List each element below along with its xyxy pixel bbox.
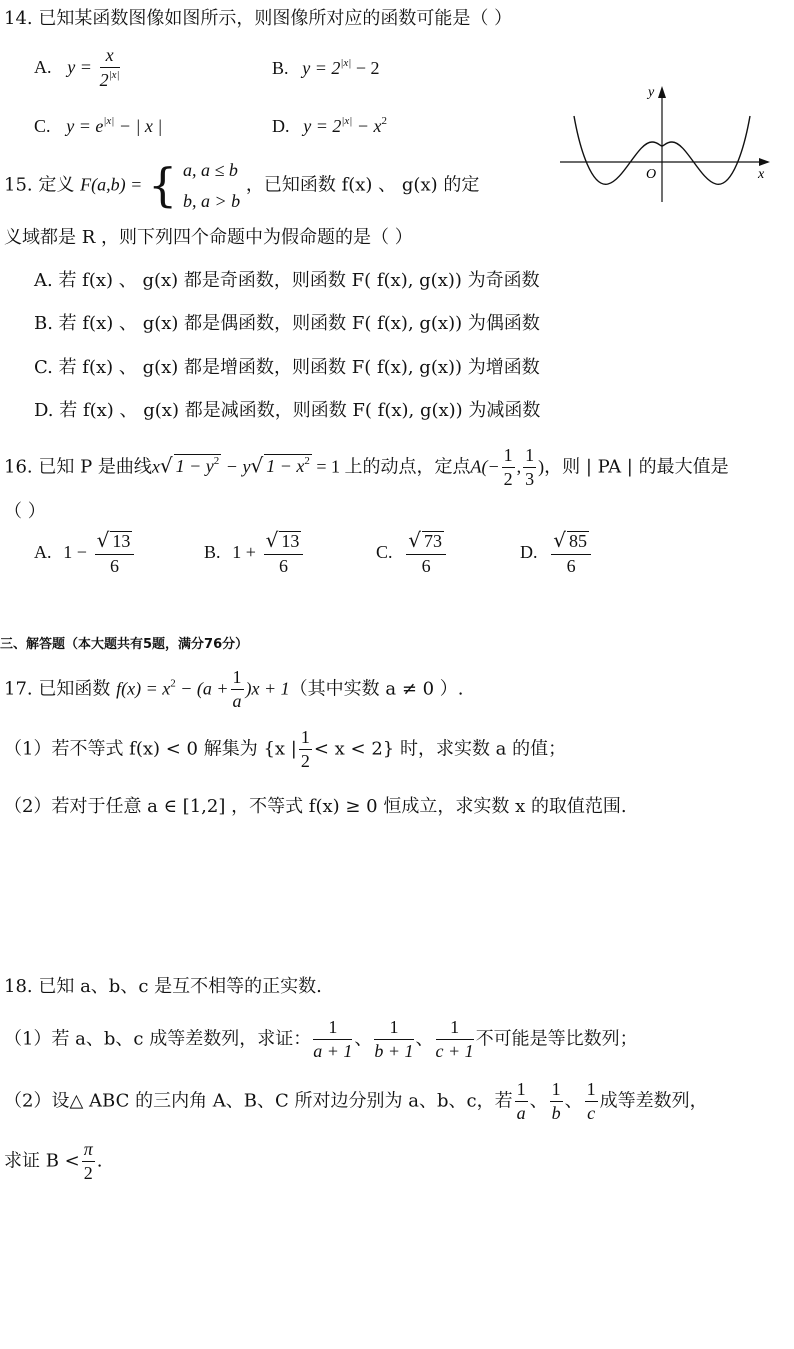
q16-pre: 16. 已知 P 是曲线	[4, 456, 152, 478]
math-text: y =	[67, 56, 92, 77]
q14-option-b: B. $y = 2^{|x|} - 2$	[272, 57, 380, 78]
q17-note: （其中实数 a ≠ 0 ）.	[289, 678, 464, 700]
fraction: $\frac{1}{a}$	[232, 667, 242, 711]
option-label: D.	[520, 541, 538, 562]
origin-label: O	[646, 167, 657, 182]
option-label: C.	[376, 541, 393, 562]
fraction: $\frac{1}{3}$	[525, 445, 535, 489]
q15-stem-line2: 义域都是 R ，则下列四个命题中为假命题的是（ ）	[4, 227, 413, 248]
q14-option-c: C. $y = e^{|x|}$ − | x |	[34, 115, 163, 136]
y-axis-label: y	[648, 85, 655, 100]
q14-function-graph	[556, 80, 776, 205]
option-label: A.	[34, 541, 52, 562]
option-label: B.	[272, 58, 289, 78]
q15-option-b: B. 若 f(x) 、 g(x) 都是偶函数，则函数 F( f(x), g(x)) 为偶函数	[34, 313, 540, 334]
q16-stem: 16. 已知 P 是曲线x√ $1 - y^2 - y√$ $1 - x^2 = 1$ 上的动点，定点A(− $\frac{1}{2}$ , $\frac{1}{3}$ )，则 | PA | 的最大值是	[4, 445, 729, 489]
option-label: A.	[34, 56, 52, 77]
q16-post: ，则 | PA | 的最大值是	[544, 456, 729, 478]
q17-part2: （2）若对于任意 a ∈ [1,2] ，不等式 f(x) ≥ 0 恒成立，求实数 x 的取值范围.	[4, 796, 627, 817]
q15-option-d: D. 若 f(x) 、 g(x) 都是减函数，则函数 F( f(x), g(x)) 为减函数	[34, 400, 541, 421]
q16-option-b: B. 1 + $\frac{√ 13}{6}$	[204, 530, 305, 576]
option-label: B.	[204, 541, 221, 562]
left-brace: {	[147, 157, 178, 212]
q15-stem-line1	[4, 155, 479, 216]
fraction: $\frac{1}{2}$	[300, 727, 310, 771]
q15-intro: 15. 定义	[4, 174, 75, 196]
fraction: $\frac{√ 73}{6}$	[406, 530, 446, 576]
fraction: $\frac{√ 13}{6}$	[264, 530, 304, 576]
fraction: $\frac{1}{2}$	[503, 445, 513, 489]
fraction: $\frac{√ 13}{6}$	[95, 530, 135, 576]
q14-option-a	[34, 46, 122, 90]
y-axis-arrow	[658, 86, 666, 98]
option-label: D.	[272, 116, 290, 136]
q15-def-lhs: F(a,b) =	[80, 174, 143, 195]
fraction: $\frac{1}{a}$	[516, 1079, 526, 1123]
x-axis-label: x	[758, 167, 765, 182]
fraction: $\frac{\pi}{2}$	[83, 1139, 93, 1183]
q18-part1: （1）若 a、b、c 成等差数列，求证： $\frac{1}{a + 1}$ 、 $\frac{1}{b + 1}$ 、 $\frac{1}{c + 1}$ 不可能是等比数列；	[4, 1017, 638, 1061]
fraction: $\frac{1}{c + 1}$	[435, 1017, 474, 1061]
q15-after-def: ，已知函数 f(x) 、 g(x) 的定	[245, 174, 480, 196]
fraction: $\frac{√ 85}{6}$	[551, 530, 591, 576]
q18-part2-line2: 求证 B < $\frac{\pi}{2}$ .	[4, 1139, 103, 1183]
q17-part1: （1）若不等式 f(x) < 0 解集为 {x | $\frac{1}{2}$ < x < 2} 时，求实数 a 的值；	[4, 727, 567, 771]
q15-option-c: C. 若 f(x) 、 g(x) 都是增函数，则函数 F( f(x), g(x)) 为增函数	[34, 357, 540, 378]
fraction: $\frac{x}{2^{|x|}}$	[99, 45, 120, 90]
q17-stem: 17. 已知函数 $f(x) = x^2 - (a$ + $\frac{1}{a}$ )x + 1（其中实数 a ≠ 0 ）.	[4, 667, 464, 711]
fraction: $\frac{1}{a + 1}$	[313, 1017, 353, 1061]
fraction: $\frac{1}{c}$	[586, 1079, 596, 1123]
x-axis-arrow	[759, 158, 770, 166]
q17-pre: 17. 已知函数	[4, 678, 111, 700]
option-label: C.	[34, 116, 51, 136]
q14-option-d: D. $y = 2^{|x|} - x^2$	[272, 115, 387, 136]
q16-answer-paren: （ ）	[4, 501, 46, 522]
q16-option-c	[376, 530, 448, 576]
q16-option-d	[520, 530, 593, 576]
section-heading: 三、解答题（本大题共有5题，满分76分）	[0, 637, 249, 652]
q18-stem: 18. 已知 a、b、c 是互不相等的正实数.	[4, 976, 322, 997]
fraction: $\frac{1}{b + 1}$	[374, 1017, 414, 1061]
fraction: $\frac{1}{b}$	[551, 1079, 561, 1123]
q15-cases: a, a ≤ b b, a > b	[182, 160, 241, 211]
q16-option-a: A. 1 − $\frac{√ 13}{6}$	[34, 530, 136, 576]
q15-option-a: A. 若 f(x) 、 g(x) 都是奇函数，则函数 F( f(x), g(x)) 为奇函数	[34, 270, 540, 291]
q14-stem: 14. 已知某函数图像如图所示，则图像所对应的函数可能是（ ）	[4, 8, 513, 29]
q18-part2: （2）设△ ABC 的三内角 A、B、C 所对边分别为 a、b、c，若 $\frac{1}{a}$ 、 $\frac{1}{b}$ 、 $\frac{1}{c}$ 成等差数列，	[4, 1079, 708, 1123]
